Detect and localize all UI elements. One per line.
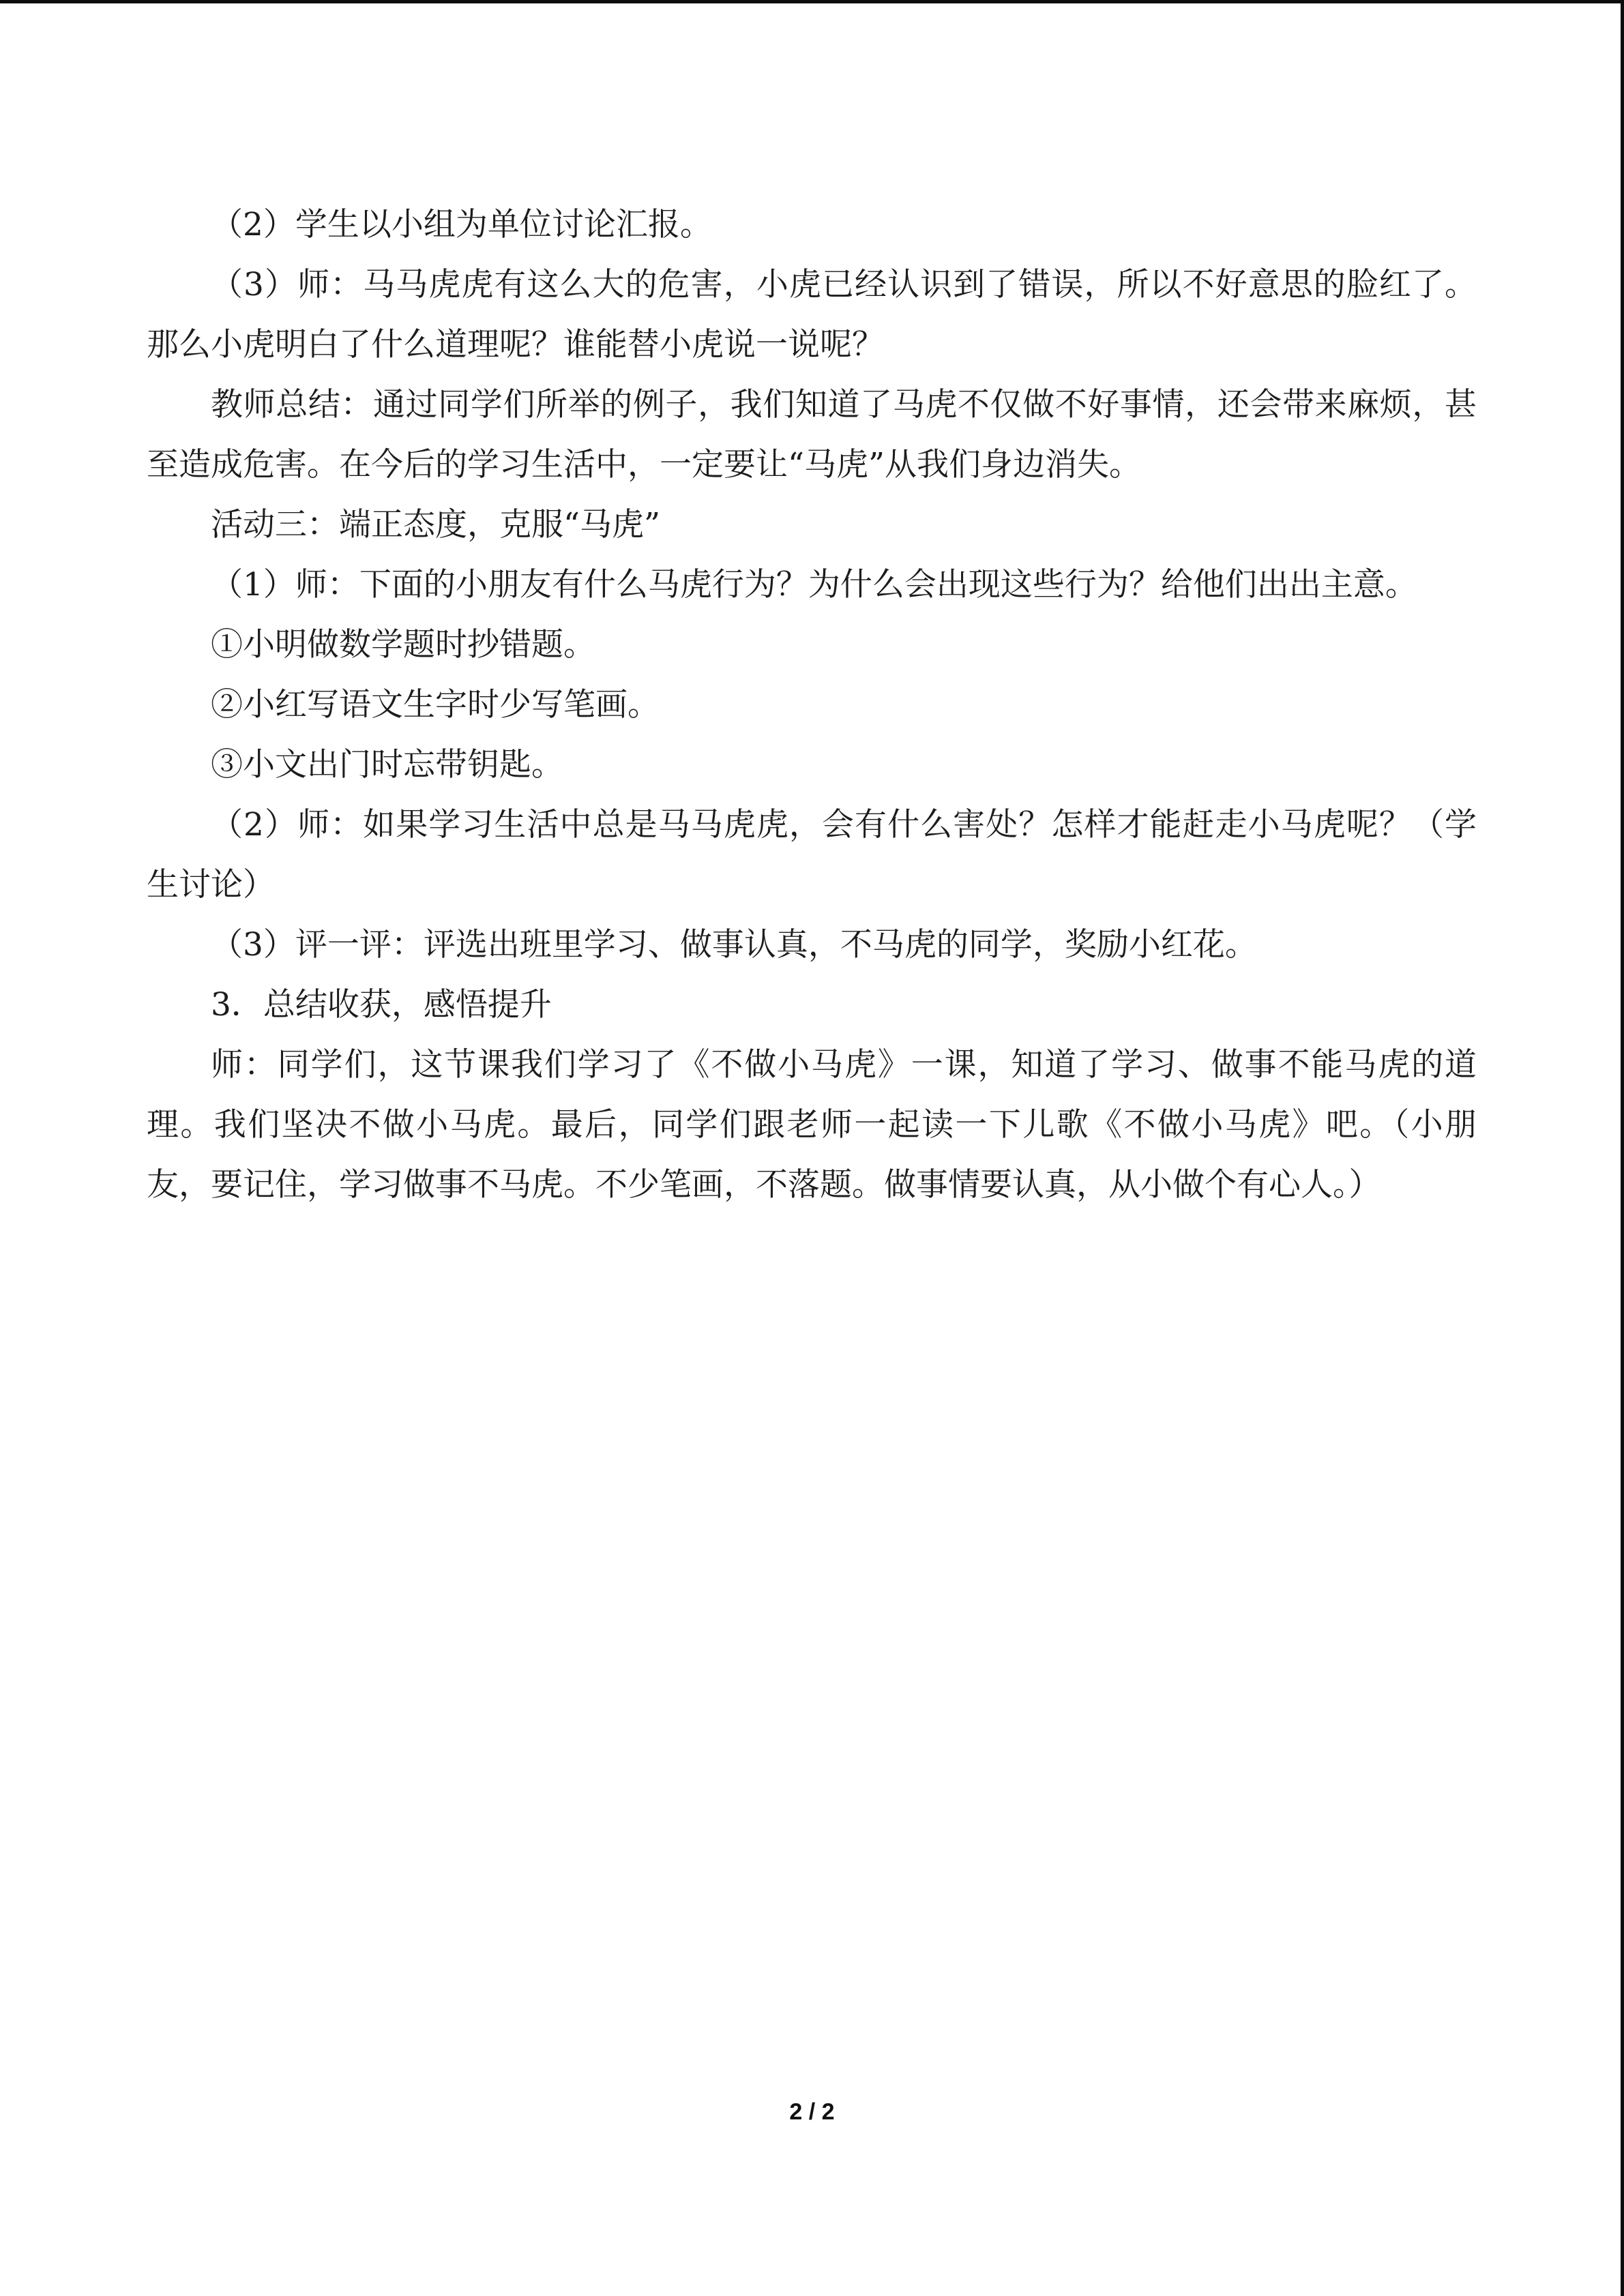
page-right-border (1621, 0, 1624, 2296)
paragraph: ③小文出门时忘带钥匙。 (211, 746, 563, 784)
paragraph: ①小明做数学题时抄错题。 (211, 626, 595, 664)
paragraph: （2）学生以小组为单位讨论汇报。 (211, 206, 712, 243)
paragraph: 教师总结：通过同学们所举的例子，我们知道了马虎不仅做不好事情，还会带来麻烦，甚至造成危害。在今后的学习生活中，一定要让“马虎”从我们身边消失。 (147, 386, 1477, 483)
page-number: 2 / 2 (789, 2099, 835, 2125)
paragraph: （3）师：马马虎虎有这么大的危害，小虎已经认识到了错误，所以不好意思的脸红了。那么小虎明白了什么道理呢？谁能替小虎说一说呢？ (147, 266, 1477, 363)
page-top-border (0, 0, 1624, 3)
document-body (147, 195, 1477, 1215)
paragraph: ②小红写语文生字时少写笔画。 (211, 686, 660, 724)
paragraph: （2）师：如果学习生活中总是马马虎虎，会有什么害处？怎样才能赶走小马虎呢？（学生讨论） (147, 806, 1477, 904)
paragraph: （3）评一评：评选出班里学习、做事认真，不马虎的同学，奖励小红花。 (211, 926, 1257, 964)
paragraph: 活动三：端正态度，克服“马虎” (211, 506, 661, 543)
paragraph: 师：同学们，这节课我们学习了《不做小马虎》一课，知道了学习、做事不能马虎的道理。我们坚决不做小马虎。最后，同学们跟老师一起读一下儿歌《不做小马虎》吧。（小朋友，要记住，学习做事不马虎。不少笔画，不落题。做事情要认真，从小做个有心人。） (147, 1046, 1477, 1204)
paragraph: 3．总结收获，感悟提升 (211, 986, 552, 1024)
paragraph: （1）师：下面的小朋友有什么马虎行为？为什么会出现这些行为？给他们出出主意。 (211, 566, 1417, 603)
